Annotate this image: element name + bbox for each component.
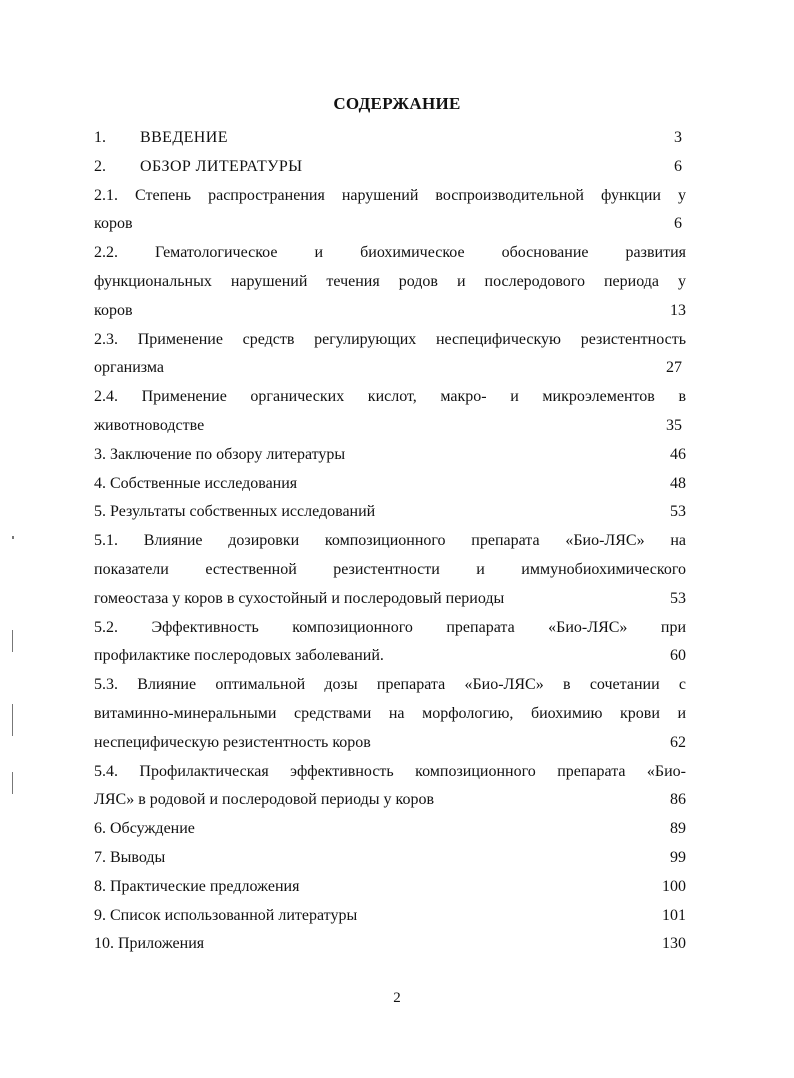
toc-entry-text: неспецифическую резистентность коров [94,733,371,751]
scan-mark [12,630,13,652]
toc-entry-page: 35 [666,416,682,434]
toc-entry-page: 53 [670,503,686,521]
toc-entry-text: ЛЯС» в родовой и послеродовой периоды у коров [94,791,435,809]
toc-entry-page: 100 [662,877,686,895]
toc-entry-6 [94,815,686,844]
toc-entry-9 [94,902,686,931]
toc-entry-5 [94,498,686,527]
toc-entry-page: 13 [670,301,686,319]
toc-entry-text: 10. Приложения [94,935,205,953]
toc-entry-5-1 [94,585,686,614]
toc-entry-10 [94,930,686,959]
toc-entry-8 [94,873,686,902]
toc-entry-text-line: 5.2. Эффективность композиционного препарата «Био-ЛЯС» при [94,618,686,636]
toc-entry-page: 101 [662,906,686,924]
toc-entry-text-line: 5.3. Влияние оптимальной дозы препарата «Био-ЛЯС» в сочетании с [94,676,686,694]
toc-entry-text: организма [94,359,164,377]
toc-entry-number: 1. [94,129,106,146]
scan-mark [12,772,13,794]
toc-entry-page: 86 [670,791,686,809]
toc-entry-introduction [94,124,686,153]
toc-entry-2-4 [94,412,686,441]
toc-entry-text-line: витаминно-минеральными средствами на морфологию, биохимию крови и [94,704,686,722]
toc-entry-3 [94,441,686,470]
toc-entry-text-line: 2.2. Гематологическое и биохимическое обоснование развития [94,244,686,262]
toc-entry-page: 60 [670,647,686,665]
toc-entry-2-1 [94,210,686,239]
toc-entry-text: коров [94,301,133,319]
toc-entry-text-line: 2.4. Применение органических кислот, макро- и микроэлементов в [94,388,686,406]
toc-entry-page: 99 [670,848,686,866]
toc-entry-text-line: 5.1. Влияние дозировки композиционного препарата «Био-ЛЯС» на [94,532,686,550]
toc-entry-7 [94,844,686,873]
toc-entry-text: 7. Выводы [94,848,166,866]
toc-entry-text-line: 5.4. Профилактическая эффективность композиционного препарата «Био- [94,762,686,780]
toc-entry-text: ВВЕДЕНИЕ [140,129,228,146]
toc-entry-page: 130 [662,935,686,953]
toc-entry-2-3 [94,354,686,383]
toc-entry-page: 6 [674,157,682,175]
toc-entry-page: 62 [670,733,686,751]
toc-entry-page: 46 [670,445,686,463]
page-number: 2 [393,990,401,1006]
toc-entry-text: 5. Результаты собственных исследований [94,503,376,521]
toc-entry-text: профилактике послеродовых заболеваний. [94,647,384,665]
toc-entry-4 [94,470,686,499]
scan-mark [12,536,14,539]
toc-entry-page: 6 [674,215,682,233]
toc-entry-page: 53 [670,589,686,607]
toc-entry-page: 48 [670,474,686,492]
toc-entry-text: гомеостаза у коров в сухостойный и послеродовый периоды [94,589,505,607]
table-of-contents [94,124,686,959]
toc-entry-text: 6. Обсуждение [94,820,195,838]
toc-entry-5-2 [94,642,686,671]
toc-entry-text: 8. Практические предложения [94,877,300,895]
toc-entry-number: 2. [94,157,106,175]
toc-entry-text: ОБЗОР ЛИТЕРАТУРЫ [140,157,303,175]
toc-entry-literature-review [94,153,686,182]
toc-entry-page: 89 [670,820,686,838]
page-title: СОДЕРЖАНИЕ [333,94,461,113]
toc-entry-text: животноводстве [94,416,205,434]
toc-entry-5-3 [94,729,686,758]
toc-entry-text: 9. Список использованной литературы [94,906,358,924]
toc-entry-text-line: 2.1. Степень распространения нарушений воспроизводительной функции у [94,186,686,204]
toc-entry-text: 3. Заключение по обзору литературы [94,445,346,463]
toc-entry-text: 4. Собственные исследования [94,474,298,492]
toc-entry-text-line: 2.3. Применение средств регулирующих неспецифическую резистентность [94,330,686,348]
toc-entry-text: коров [94,215,133,233]
toc-entry-5-4 [94,786,686,815]
toc-entry-text-line: функциональных нарушений течения родов и послеродового периода у [94,272,686,290]
toc-entry-2-2 [94,297,686,326]
toc-entry-page: 3 [674,129,682,146]
toc-entry-text-line: показатели естественной резистентности и иммунобиохимического [94,560,686,578]
scan-mark [12,704,13,736]
toc-entry-page: 27 [666,359,682,377]
